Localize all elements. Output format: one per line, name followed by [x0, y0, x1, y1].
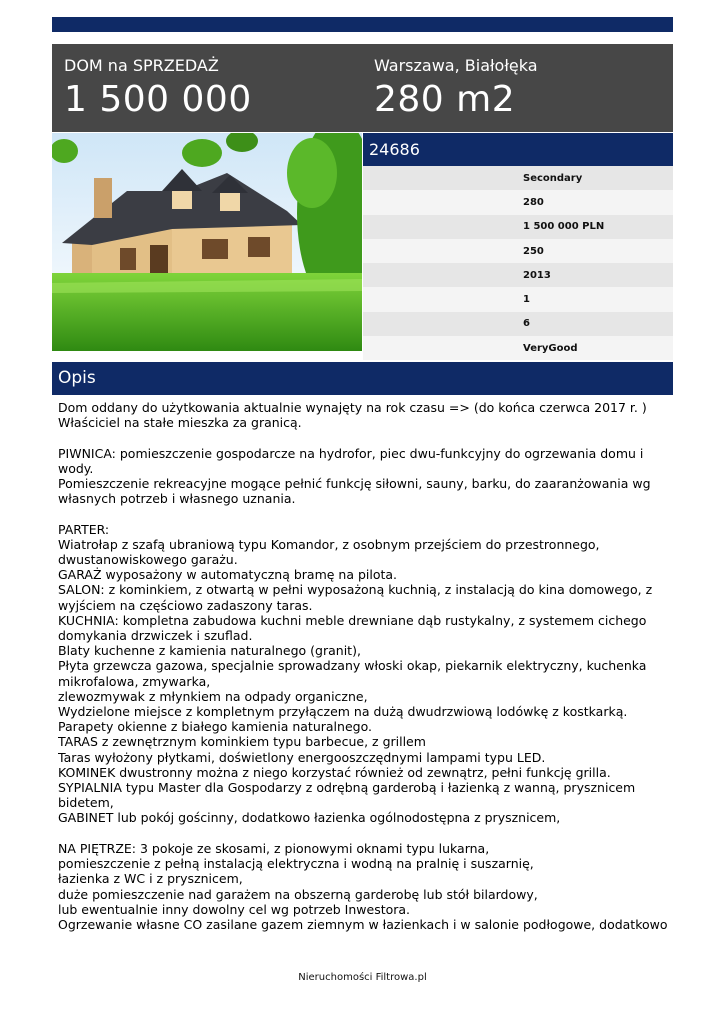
spec-year-built: 2013	[363, 263, 673, 287]
footer-text: Nieruchomości Filtrowa.pl	[298, 972, 427, 983]
listing-area: 280 m2	[374, 79, 516, 120]
spec-rooms: 6	[363, 312, 673, 336]
listing-type: DOM na SPRZEDAŻ	[64, 56, 219, 75]
spec-plot-area: 250	[363, 239, 673, 263]
spec-price: 1 500 000 PLN	[363, 215, 673, 239]
spec-list	[363, 166, 673, 360]
listing-header	[52, 44, 673, 132]
listing-id: 24686	[369, 140, 420, 159]
listing-location: Warszawa, Białołęka	[374, 56, 538, 75]
house-photo	[52, 133, 362, 351]
description-text: Dom oddany do użytkowania aktualnie wynajęty na rok czasu => (do końca czerwca 2017 r. ) Właściciel na stałe mieszka za granicą. PIWNICA: pomieszczenie gospodarcze na hydrofor, piec dwu-funkcyjny do ogrzewania domu i wody. Pomieszczenie rekreacyjne mogące pełnić funkcję siłowni, sauny, barku, do zaaranżowania wg własnych potrzeb i własnego uznania. PARTER: Wiatrołap z szafą ubraniową typu Komandor, z osobnym przejściem do przestronnego, dwustanowiskowego garażu. GARAŻ wyposażony w automatyczną bramę na pilota. SALON: z kominkiem, z otwartą w pełni wyposażoną kuchnią, z instalacją do kina domowego, z wyjściem na częściowo zadaszony taras. KUCHNIA: kompletna zabudowa kuchni meble drewniane dąb rustykalny, z systemem cichego domykania drzwiczek i szuflad. Blaty kuchenne z kamienia naturalnego (granit), Płyta grzewcza gazowa, specjalnie sprowadzany włoski okap, piekarnik elektryczny, kuchenka mikrofalowa, zmywarka, zlewozmywak z młynkiem na odpady organiczne, Wydzielone miejsce z kompletnym przyłączem na dużą dwudrzwiową lodówkę z kostkarką. Parapety okienne z białego kamienia naturalnego. TARAS z zewnętrznym kominkiem typu barbecue, z grillem Taras wyłożony płytkami, doświetlony energooszczędnymi lampami typu LED. KOMINEK dwustronny można z niego korzystać również od zewnątrz, pełni funkcję grilla. SYPIALNIA typu Master dla Gospodarzy z odrębną garderobą i łazienką z wanną, prysznicem bidetem, GABINET lub pokój gościnny, dodatkowo łazienka ogólnodostępna z prysznicem, NA PIĘTRZE: 3 pokoje ze skosami, z pionowymi oknami typu lukarna, pomieszczenie z pełną instalacją elektryczna i wodną na pralnię i suszarnię, łazienka z WC i z prysznicem, duże pomieszczenie nad garażem na obszerną garderobę lub stół bilardowy, lub ewentualnie inny dowolny cel wg potrzeb Inwestora. Ogrzewanie własne CO zasilane gazem ziemnym w łazienkach i w salonie podłogowe, dodatkowo	[58, 400, 668, 932]
section-title: Opis	[58, 368, 96, 388]
top-accent-bar	[52, 17, 673, 32]
spec-floors: 1	[363, 287, 673, 311]
spec-market: Secondary	[363, 166, 673, 190]
listing-price: 1 500 000	[64, 79, 252, 120]
description-section-bar	[52, 362, 673, 395]
listing-id-bar	[363, 133, 673, 166]
spec-condition: VeryGood	[363, 336, 673, 360]
spec-area: 280	[363, 190, 673, 214]
